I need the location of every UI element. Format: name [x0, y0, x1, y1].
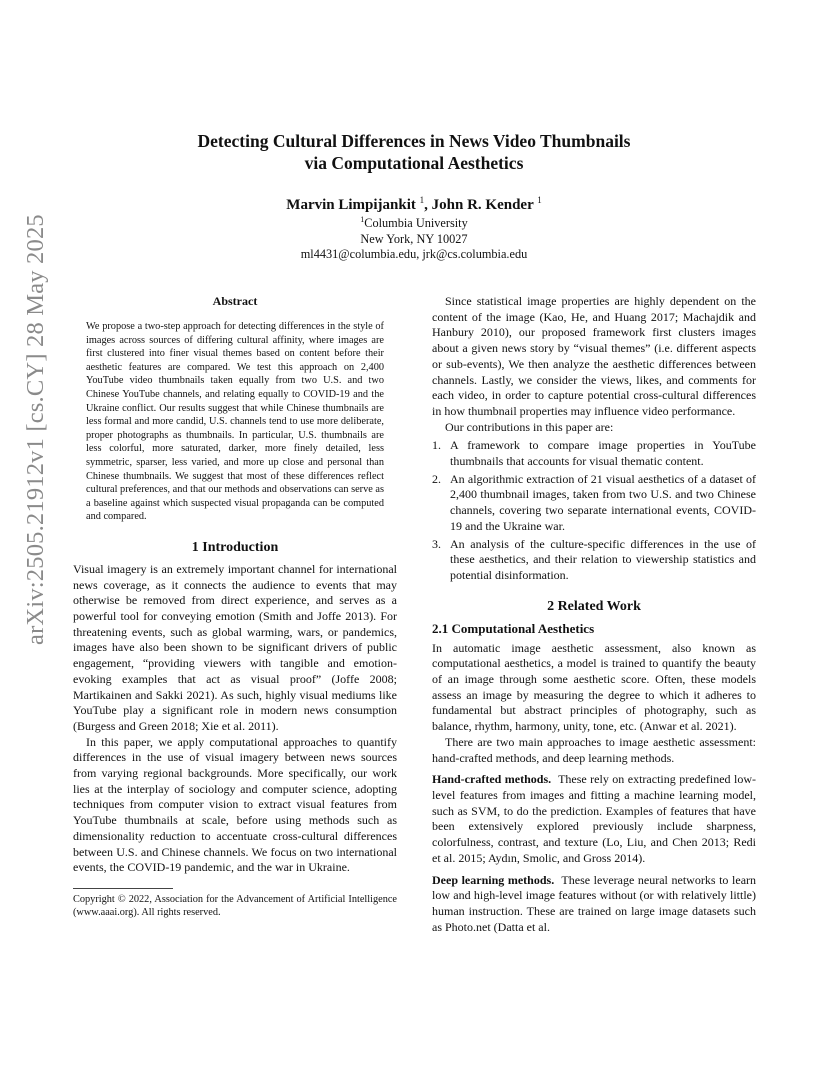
paper-title: [70, 130, 758, 174]
related-work-paragraph-2: There are two main approaches to image aesthetic assessment: hand-crafted methods, and deep learning methods.: [432, 734, 756, 765]
abstract-heading: Abstract: [212, 294, 258, 308]
introduction-heading: 1 Introduction: [191, 539, 279, 555]
deep-learning-methods-text: These leverage neural networks to learn low and high-level image features without (or with relatively little) human instruction. These are trained on large image datasets such as Photo.net (Datta et al.: [432, 872, 757, 934]
introduction-paragraph-1: Visual imagery is an extremely important channel for international news coverage, as it connects the audience to events that may otherwise be removed from direct experience, and serves as a powerful tool for conveying emotion (Smith and Joffe 2013). For threatening events, such as global warming, wars, or pandemics, images have also been shown to be significant drivers of public engagement, “providing viewers with tangible and emotion-evoking examples that act as visual proof” (Joffe 2008; Martikainen and Sakki 2021). As such, highly visual mediums like YouTube play a significant role in modern news consumption (Burgess and Green 2018; Xie et al. 2011).: [73, 561, 397, 733]
affiliation-institution: Columbia University: [364, 216, 468, 231]
affiliation-emails: ml4431@columbia.edu, jrk@cs.columbia.edu: [300, 247, 528, 262]
contributions-list: [432, 438, 756, 583]
title-line-1: Detecting Cultural Differences in News Video Thumbnails: [197, 131, 631, 151]
contribution-text: An analysis of the culture-specific differences in the use of these aesthetics, and their relation to viewership statistics and potential disinformation.: [450, 536, 756, 582]
right-column: [432, 294, 756, 935]
affiliation-block: [70, 212, 758, 263]
arxiv-identifier: arXiv:2505.21912v1 [cs.CY] 28 May 2025: [22, 214, 49, 645]
introduction-paragraph-2: In this paper, we apply computational approaches to quantify differences in the use of visual imagery between news sources from varying regional backgrounds. More specifically, our work lies at the interplay of sociology and computer science, adopting techniques from computer vision to extract visual features from YouTube thumbnails at scale, before using methods such as dimensionality reduction to accentuate cross-cultural differences between U.S. and Chinese channels. We focus on two international events, the COVID-19 pandemic, and the war in Ukraine.: [73, 734, 397, 875]
computational-aesthetics-subheading: 2.1 Computational Aesthetics: [432, 620, 595, 636]
contribution-text: A framework to compare image properties in YouTube thumbnails that accounts for visual thematic content.: [450, 438, 756, 469]
author-separator: ,: [424, 197, 432, 213]
contribution-item: [432, 472, 756, 535]
contributions-intro: Our contributions in this paper are:: [445, 419, 614, 434]
copyright-notice: Copyright © 2022, Association for the Advancement of Artificial Intelligence (www.aaai.org). All rights reserved.: [73, 893, 397, 919]
affiliation-mark: 1: [360, 215, 365, 224]
left-column: [73, 294, 397, 919]
related-work-paragraph-1: In automatic image aesthetic assessment, also known as computational aesthetics, a model is trained to quantify the beauty of an image through some aesthetic score. Often, these models assess an image by measuring the degree to which it adheres to fundamental but abstract principles of photography, such as balance, rhythm, harmony, unity, tone, etc. (Anwar et al. 2021).: [432, 640, 756, 734]
contribution-item: [432, 537, 756, 584]
contribution-number: 2.: [432, 471, 441, 486]
contribution-text: An algorithmic extraction of 21 visual aesthetics of a dataset of 2,400 thumbnail images, taken from two U.S. and two Chinese channels, covering two separate international events, COVID-19 and the Ukraine war.: [450, 471, 756, 533]
affiliation-institution-line: [70, 212, 758, 232]
title-line-2: via Computational Aesthetics: [304, 153, 524, 173]
author-name-2: John R. Kender: [431, 197, 534, 213]
author-affiliation-mark-2: 1: [537, 195, 542, 205]
handcrafted-methods-paragraph: [432, 772, 756, 866]
handcrafted-methods-label: Hand-crafted methods.: [432, 772, 552, 787]
framework-paragraph: Since statistical image properties are highly dependent on the content of the image (Kao, He, and Huang 2017; Machajdik and Hanbury 2010), our proposed framework first clusters images about a given news story by “visual themes” (i.e. different aspects or sub-events), We then analyze the aesthetic differences between channels. Lastly, we consider the views, likes, and comments for each video, in order to capture potential cross-cultural differences in how thumbnail properties may influence video performance.: [432, 294, 756, 418]
related-work-heading: 2 Related Work: [547, 598, 641, 614]
affiliation-city: New York, NY 10027: [360, 231, 468, 246]
contribution-number: 1.: [432, 438, 441, 453]
deep-learning-methods-label: Deep learning methods.: [432, 872, 555, 887]
abstract-text: We propose a two-step approach for detecting differences in the style of images across sources of differing cultural affinity, where images are first clustered into finer visual themes based on content before their aesthetic features are compared. We test this approach on 2,400 YouTube video thumbnails taken equally from two U.S. and two Chinese YouTube channels, and relating equally to COVID-19 and the Ukraine conflict. Our results suggest that while Chinese thumbnails are less formal and more candid, U.S. channels tend to use more deliberate, proper photographs as thumbnails. In particular, U.S. thumbnails are less colorful, more saturated, darker, more finely detailed, less symmetric, sparser, less varied, and more up close and personal than Chinese thumbnails. We suggest that most of these differences reflect cultural preferences, and that our methods and observations can serve as a baseline against which suspected visual propaganda can be computed and compared.: [86, 321, 384, 523]
deep-learning-methods-paragraph: [432, 873, 756, 936]
handcrafted-methods-text: These rely on extracting predefined low-level features from images and fitting a machine learning model, such as SVM, to do the prediction. Examples of features that have been extensively explored previously include sharpness, colorfulness, contrast, and texture (Lo, Liu, and Chen 2013; Redi et al. 2015; Aydın, Smolic, and Gross 2014).: [432, 772, 756, 865]
contribution-item: [432, 438, 756, 469]
contribution-number: 3.: [432, 536, 441, 551]
author-affiliation-mark-1: 1: [419, 195, 425, 205]
author-name-1: Marvin Limpijankit: [286, 197, 416, 213]
